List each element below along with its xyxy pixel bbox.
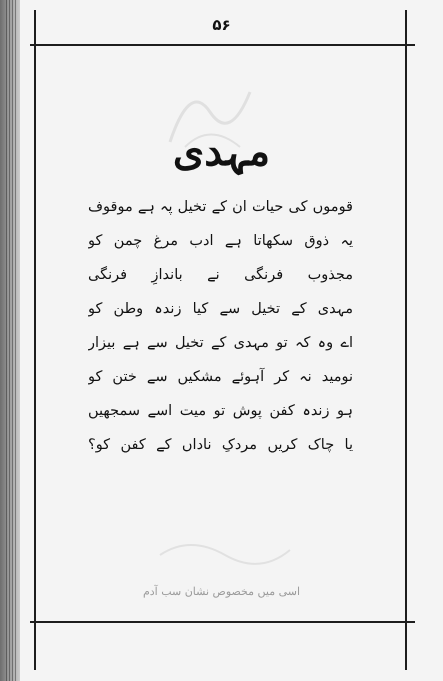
page-number: ۵۶ <box>212 16 231 34</box>
poem-title: مہدی <box>172 128 271 175</box>
verse-line: یہ ذوق سکھاتا ہے ادب مرغ چمن کو <box>88 233 353 249</box>
verse-line: قوموں کی حیات ان کے تخیل پہ ہے موقوف <box>88 199 353 215</box>
right-border-line <box>405 10 407 670</box>
poem-body <box>88 190 353 462</box>
verse-line: مہدی کے تخیل سے کیا زندہ وطن کو <box>88 301 353 317</box>
verse-line: یا چاک کریں مردکِ ناداں کے کفن کو؟ <box>88 437 353 453</box>
verse-line: نومید نہ کر آہوئے مشکیں سے ختن کو <box>88 369 353 385</box>
left-border-line <box>34 10 36 670</box>
verse-line: مجذوب فرنگی نے باندازِ فرنگی <box>88 267 353 283</box>
bottom-border-line <box>30 621 415 623</box>
bleed-through-marks <box>150 530 300 570</box>
top-border-line <box>30 44 415 46</box>
verse-line: ہو زندہ کفن پوش تو میت اسے سمجھیں <box>88 403 353 419</box>
verse-line: اے وہ کہ تو مہدی کے تخیل سے ہے بیزار <box>88 335 353 351</box>
gutter-page-edges <box>6 0 18 681</box>
bleed-through-text: اسی میں مخصوص نشان سب آدم <box>142 585 301 598</box>
